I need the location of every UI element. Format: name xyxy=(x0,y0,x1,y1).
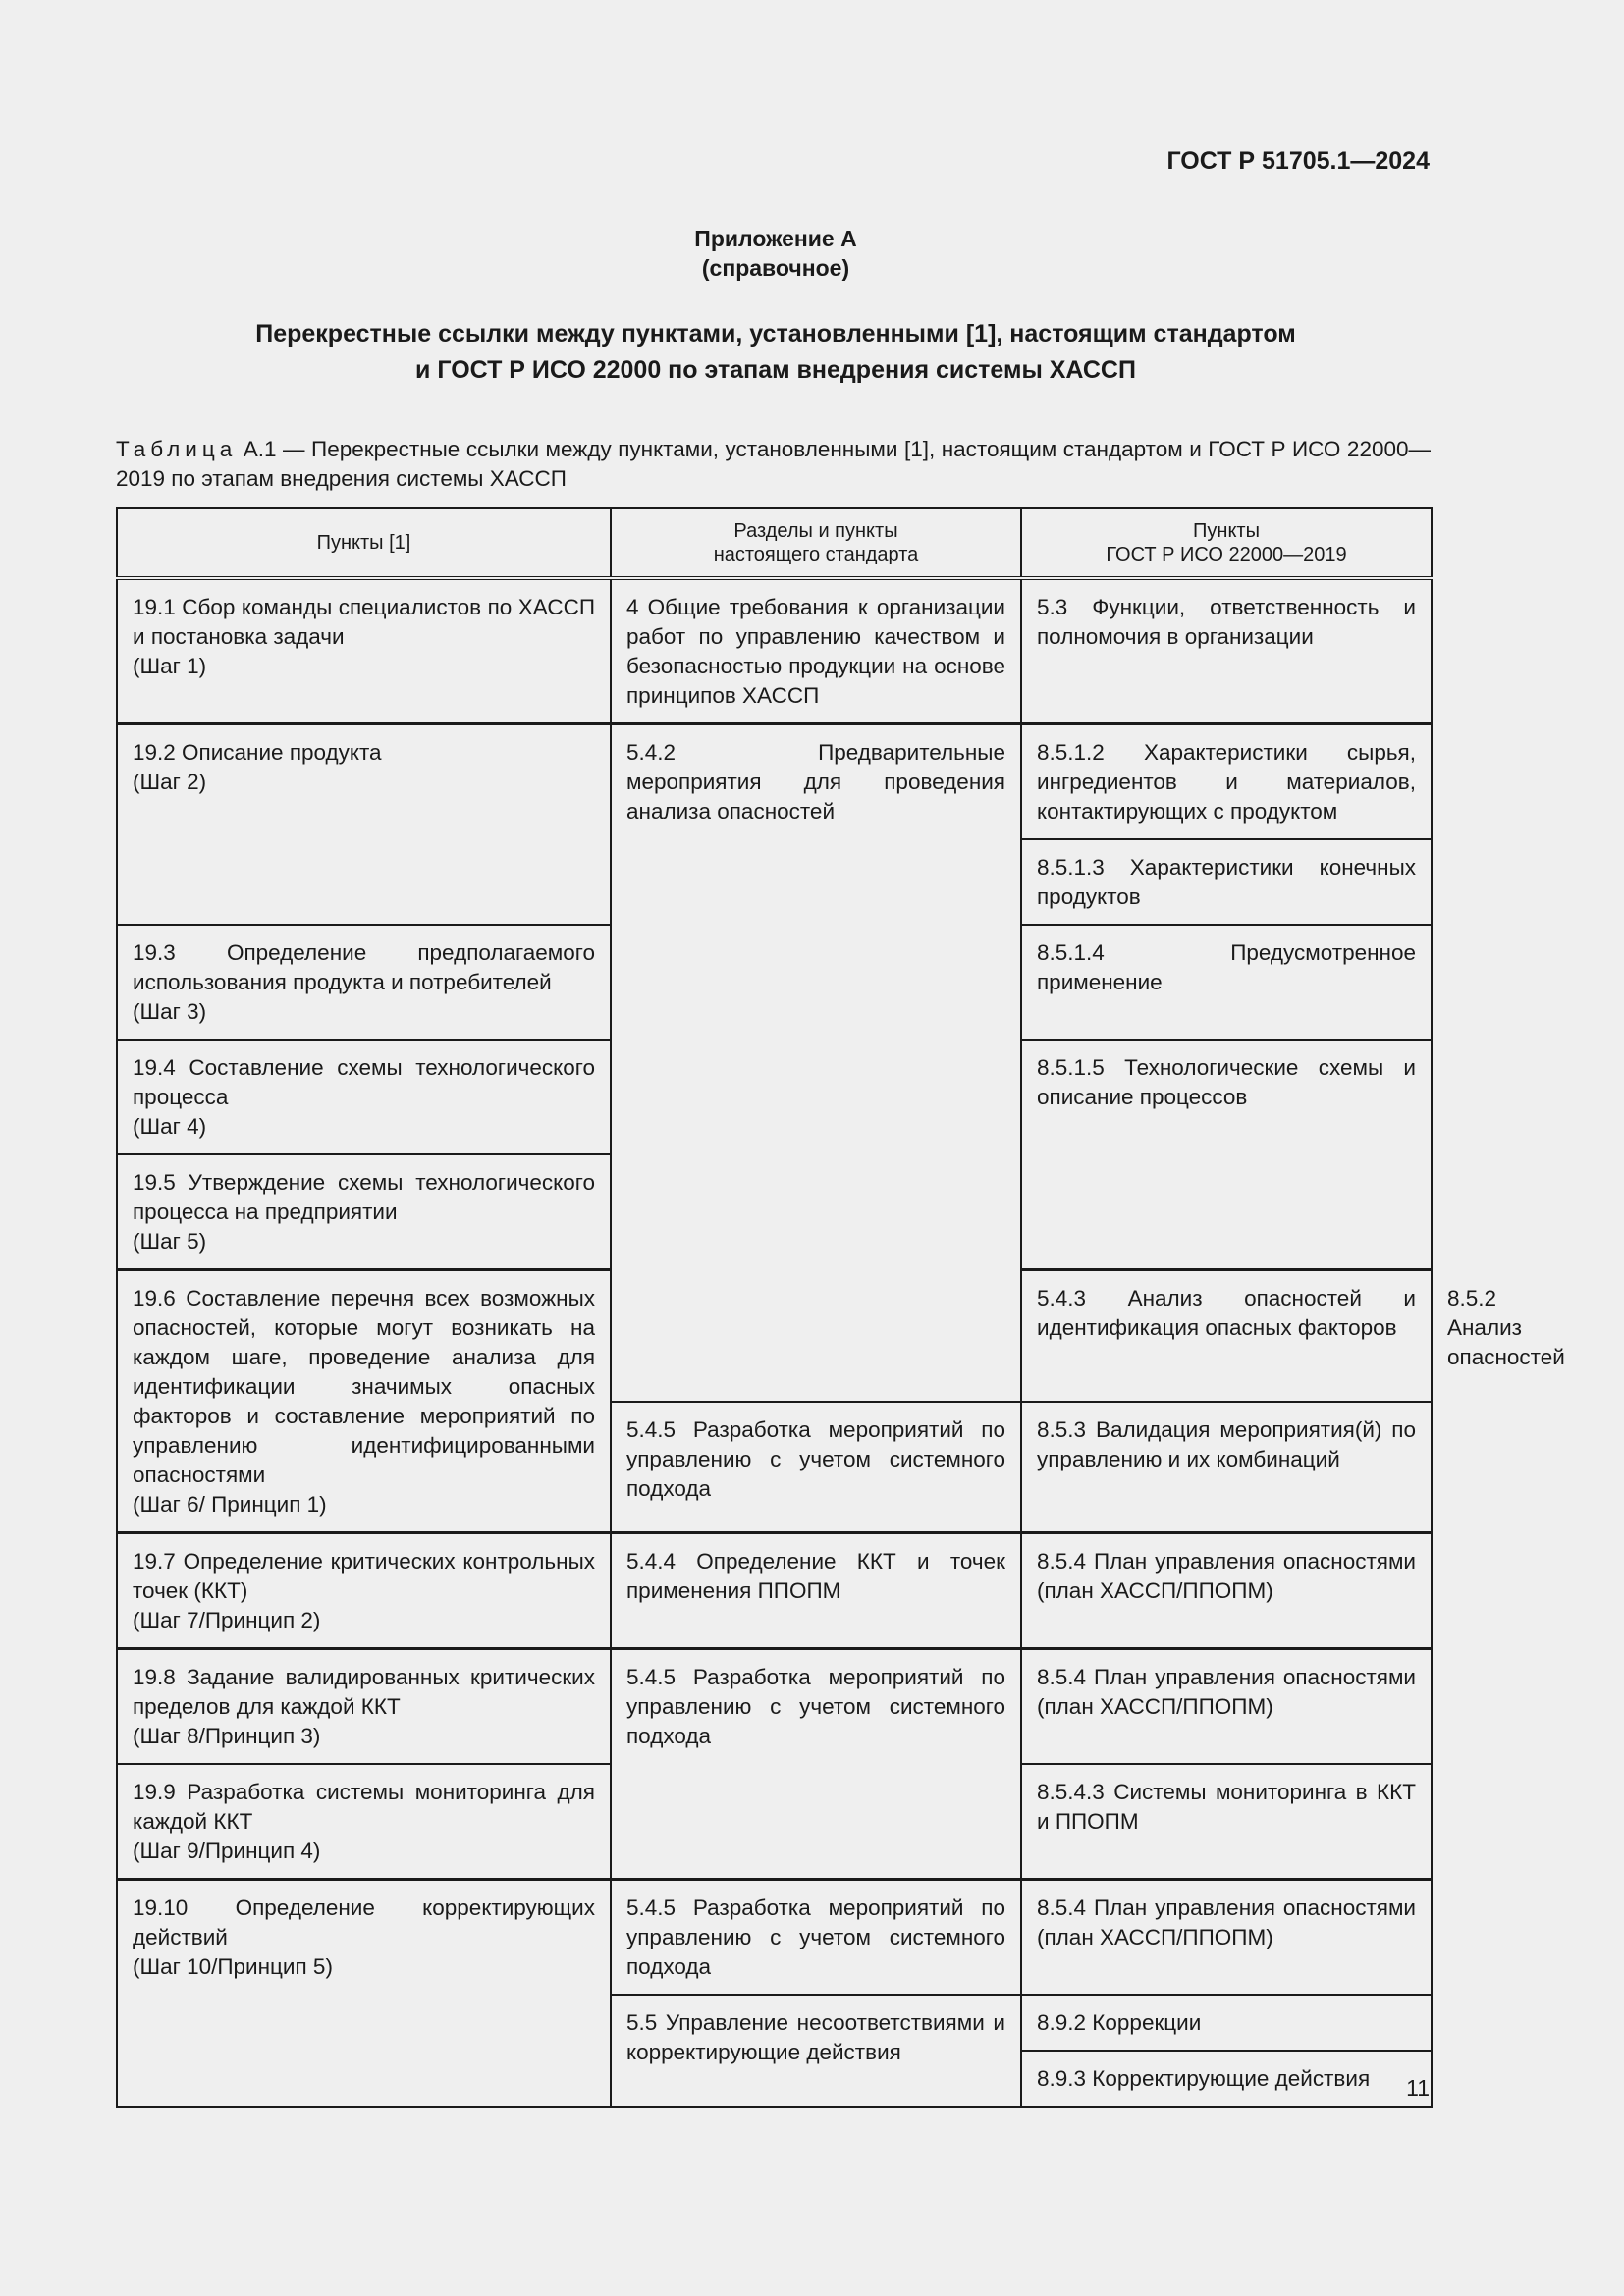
cell-text: 8.9.2 Коррекции xyxy=(1037,2010,1202,2035)
table-cell xyxy=(1021,1995,1432,2051)
table-cell xyxy=(117,1533,611,1649)
table-cell xyxy=(117,1880,611,2108)
table-row xyxy=(117,1649,1432,1765)
table-cell xyxy=(1021,839,1432,925)
caption-label: Таблица xyxy=(116,437,238,461)
header-text: ГОСТ Р ИСО 22000—2019 xyxy=(1106,544,1347,565)
table-cell xyxy=(1021,1533,1432,1649)
cell-text: 8.5.1.5 Технологические схемы и описание процессов xyxy=(1037,1055,1416,1109)
header-cell-iso xyxy=(1021,508,1432,578)
table-cell xyxy=(611,724,1021,1402)
cell-text: 8.9.3 Корректирующие действия xyxy=(1037,2066,1371,2091)
table-cell xyxy=(1021,724,1432,840)
table-row xyxy=(117,578,1432,724)
cell-text: 4 Общие требования к организации работ по управлению качеством и безопасностью продукции на основе принципов ХАССП xyxy=(626,595,1005,708)
cell-text: 19.6 Составление перечня всех возможных опасностей, которые могут возникать на каждом шаге, проведение анализа для идентификации значимых опасных факторов и составление мероприятий по управлению идентифицированными опасностями (Шаг 6/ Принцип 1) xyxy=(133,1286,595,1517)
table-cell xyxy=(611,1533,1021,1649)
table-caption xyxy=(116,435,1431,494)
cell-text: 5.5 Управление несоответствиями и корректирующие действия xyxy=(626,2010,1005,2064)
table-cell xyxy=(1021,2051,1432,2107)
appendix-type: (справочное) xyxy=(701,255,850,281)
table-cell xyxy=(117,1270,611,1533)
table-cell xyxy=(611,578,1021,724)
cell-text: 8.5.4 План управления опасностями (план ХАССП/ППОПМ) xyxy=(1037,1896,1416,1949)
cell-text: 5.4.3 Анализ опасностей и идентификация опасных факторов xyxy=(1037,1286,1416,1340)
document-code: ГОСТ Р 51705.1—2024 xyxy=(1166,147,1430,175)
cell-text: 19.3 Определение предполагаемого использования продукта и потребителей (Шаг 3) xyxy=(133,940,595,1024)
table-cell xyxy=(117,724,611,926)
cell-text: 5.4.5 Разработка мероприятий по управлению с учетом системного подхода xyxy=(626,1416,1005,1501)
cell-text: 8.5.4.3 Системы мониторинга в ККТ и ППОПМ xyxy=(1037,1780,1416,1834)
table-cell xyxy=(117,925,611,1040)
cell-text: 5.4.4 Определение ККТ и точек применения ППОПМ xyxy=(626,1549,1005,1603)
table-cell xyxy=(117,578,611,724)
header-text: Разделы и пункты xyxy=(733,520,898,542)
header-text: Пункты xyxy=(1193,520,1260,542)
cell-text: 19.2 Описание продукта (Шаг 2) xyxy=(133,740,382,794)
cell-text: 8.5.1.3 Характеристики конечных продуктов xyxy=(1037,855,1416,909)
table-cell xyxy=(1021,1880,1432,1996)
table-row xyxy=(117,1533,1432,1649)
header-cell-clauses: Пункты [1] xyxy=(117,508,611,578)
table-cell xyxy=(611,1649,1021,1880)
appendix-title xyxy=(0,316,1551,389)
title-line-2: и ГОСТ Р ИСО 22000 по этапам внедрения системы ХАССП xyxy=(415,356,1136,384)
header-cell-standard xyxy=(611,508,1021,578)
table-cell xyxy=(117,1649,611,1765)
table-cell xyxy=(1021,1040,1432,1270)
cell-text: 19.4 Составление схемы технологического процесса (Шаг 4) xyxy=(133,1055,595,1139)
table-cell xyxy=(1021,1649,1432,1765)
appendix-label: Приложение А xyxy=(694,226,857,251)
cell-text: 5.4.5 Разработка мероприятий по управлению с учетом системного подхода xyxy=(626,1665,1005,1748)
cell-text: 19.10 Определение корректирующих действий (Шаг 10/Принцип 5) xyxy=(133,1896,595,1979)
cell-text: 5.4.2 Предварительные мероприятия для проведения анализа опасностей xyxy=(626,740,1005,824)
cell-text: 19.9 Разработка системы мониторинга для каждой ККТ (Шаг 9/Принцип 4) xyxy=(133,1780,595,1863)
cell-text: 8.5.4 План управления опасностями (план ХАССП/ППОПМ) xyxy=(1037,1665,1416,1719)
cell-text: 19.8 Задание валидированных критических пределов для каждой ККТ (Шаг 8/Принцип 3) xyxy=(133,1665,595,1748)
cell-text: 19.7 Определение критических контрольных точек (ККТ) (Шаг 7/Принцип 2) xyxy=(133,1549,595,1632)
table-row xyxy=(117,724,1432,840)
cell-text: 19.1 Сбор команды специалистов по ХАССП и постановка задачи (Шаг 1) xyxy=(133,595,595,678)
table-cell xyxy=(1021,1764,1432,1880)
appendix-heading xyxy=(0,224,1551,283)
cell-text: 8.5.1.4 Предусмотренное применение xyxy=(1037,940,1416,994)
caption-text: А.1 — Перекрестные ссылки между пунктами, установленными [1], настоящим стандартом и ГОСТ Р ИСО 22000—2019 по этапам внедрения системы ХАССП xyxy=(116,437,1431,491)
table-cell xyxy=(1021,925,1432,1040)
table-cell xyxy=(117,1764,611,1880)
table-row: 19.6 Составление перечня всех возможных опасностей, которые могут возникать на каждом шаге, проведение анализа для идентификации значимых опасных факторов и составление мероприятий по управлению идентифицированными опасностями (Шаг 6/ Принцип 1) 5.4.3 Анализ опасностей и идентификация опасных факторов 8.5.2 Анализ опасностей xyxy=(117,1270,1432,1402)
cell-text: 5.3 Функции, ответственность и полномочия в организации xyxy=(1037,595,1416,649)
header-text: настоящего стандарта xyxy=(713,544,919,565)
table-cell xyxy=(611,1402,1021,1533)
cell-text: 8.5.1.2 Характеристики сырья, ингредиентов и материалов, контактирующих с продуктом xyxy=(1037,740,1416,824)
table-cell xyxy=(611,1880,1021,1996)
table-row xyxy=(117,1880,1432,1996)
table-cell xyxy=(1021,1402,1432,1533)
table-header-row xyxy=(117,508,1432,578)
title-line-1: Перекрестные ссылки между пунктами, установленными [1], настоящим стандартом xyxy=(255,320,1296,347)
table-cell xyxy=(1021,578,1432,724)
cell-text: 8.5.3 Валидация мероприятия(й) по управлению и их комбинаций xyxy=(1037,1416,1416,1471)
page-number: 11 xyxy=(1406,2075,1430,2101)
cell-text: 8.5.4 План управления опасностями (план ХАССП/ППОПМ) xyxy=(1037,1549,1416,1603)
cell-text: 5.4.5 Разработка мероприятий по управлению с учетом системного подхода xyxy=(626,1896,1005,1979)
table-cell xyxy=(611,1995,1021,2107)
table-cell xyxy=(1021,1270,1432,1402)
table-cell xyxy=(117,1154,611,1270)
cross-reference-table xyxy=(116,507,1565,2108)
cell-text: 19.5 Утверждение схемы технологического процесса на предприятии (Шаг 5) xyxy=(133,1170,595,1254)
table-cell xyxy=(117,1040,611,1154)
